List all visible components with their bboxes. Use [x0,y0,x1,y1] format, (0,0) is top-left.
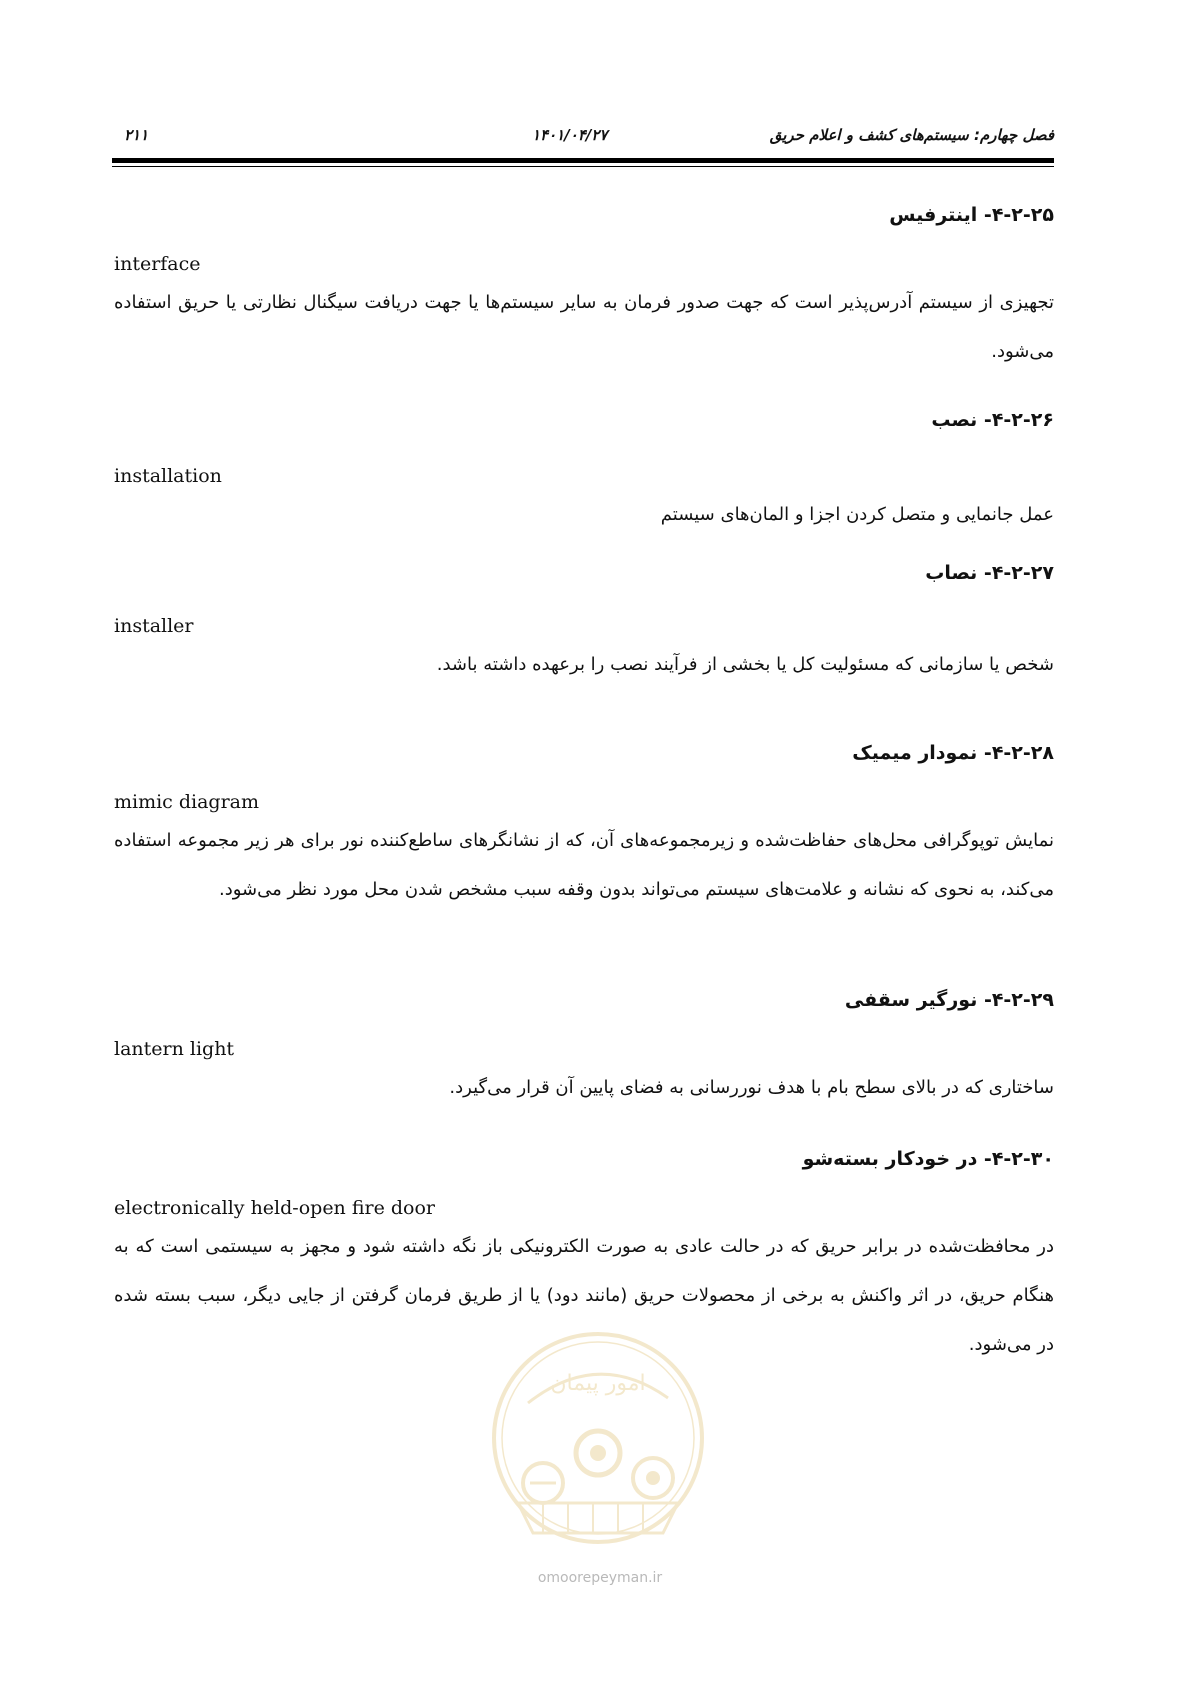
section-body: نمایش توپوگرافی محل‌های حفاظت‌شده و زیرمجموعه‌های آن، که از نشانگرهای ساطع‌کننده نور برای هر زیر مجموعه استفاده می‌کند، به نحوی که نشانه و علامت‌های سیستم می‌تواند بدون وقفه سبب مشخص شدن محل مورد نظر می‌شود. [114,830,1054,900]
section-body: عمل جانمایی و متصل کردن اجزا و المان‌های سیستم [660,504,1054,525]
section-heading: ۴-۲-۲۹- نورگیر سقفی [844,989,1054,1011]
watermark-logo-text: امور پیمان [550,1371,646,1396]
section-body: ساختاری که در بالای سطح بام با هدف نوررسانی به فضای پایین آن قرار می‌گیرد. [449,1077,1054,1098]
section-heading: ۴-۲-۲۸- نمودار میمیک [852,742,1054,764]
english-term: mimic diagram [114,791,260,813]
gear-icon [576,1431,620,1475]
section-4-2-26 [114,405,1054,539]
section-4-2-27 [114,558,1054,689]
section-4-2-29 [114,985,1054,1112]
section-4-2-25 [114,200,1054,376]
english-term: interface [114,253,201,275]
section-4-2-28 [114,738,1054,914]
section-heading: ۴-۲-۲۶- نصب [931,409,1054,431]
section-heading: ۴-۲-۲۷- نصاب [925,562,1054,584]
header-rule-thick [112,158,1054,163]
cog-icon [633,1458,673,1498]
english-term: installer [114,615,194,637]
scales-icon [523,1463,563,1503]
page-number: ۲۱۱ [124,126,149,144]
section-body: در محافظت‌شده در برابر حریق که در حالت عادی به صورت الکترونیکی باز نگه داشته شود و مجهز به سیستمی است که به هنگام حریق، در اثر واکنش به برخی از محصولات حریق (مانند دود) یا از طریق فرمان گرفتن از جایی دیگر، سبب بسته شده در می‌شود. [114,1236,1054,1355]
english-term: installation [114,465,222,487]
running-header [114,124,1054,154]
section-heading: ۴-۲-۲۵- اینترفیس [889,204,1054,226]
chapter-title: فصل چهارم: سیستم‌های کشف و اعلام حریق [769,126,1054,144]
watermark-logo [488,1328,708,1578]
section-heading: ۴-۲-۳۰- در خودکار بسته‌شو [802,1148,1054,1170]
english-term: electronically held-open fire door [114,1197,435,1219]
section-body: تجهیزی از سیستم آدرس‌پذیر است که جهت صدور فرمان به سایر سیستم‌ها یا جهت دریافت سیگنال نظارتی یا حریق استفاده می‌شود. [114,292,1054,362]
header-date: ۱۴۰۱/۰۴/۲۷ [532,126,608,144]
english-term: lantern light [114,1038,235,1060]
section-body: شخص یا سازمانی که مسئولیت کل یا بخشی از فرآیند نصب را برعهده داشته باشد. [436,654,1054,675]
header-rule-thin [112,166,1054,167]
watermark-url: omoorepeyman.ir [537,1570,663,1586]
